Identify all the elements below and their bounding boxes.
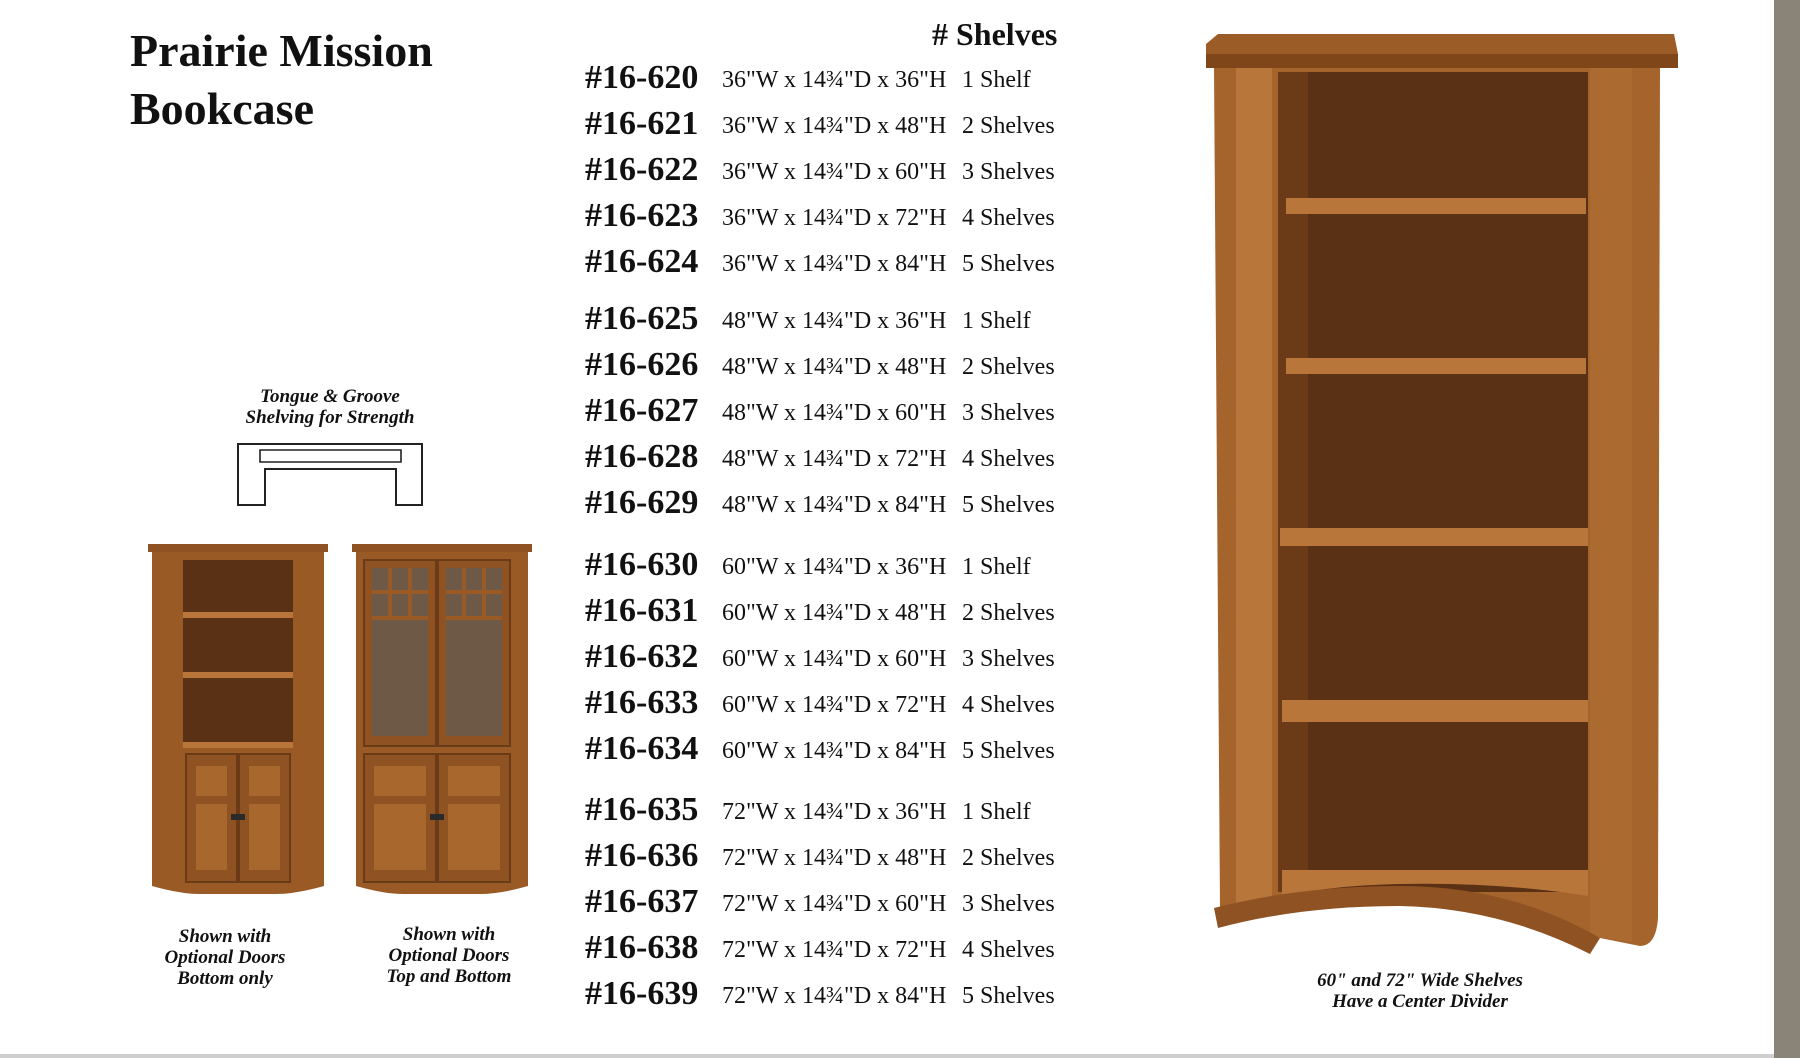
caption-line: Tongue & Groove [260,386,400,407]
left-side-panel [1236,68,1272,912]
caption-line: 60" and 72" Wide Shelves [1317,970,1523,991]
shelf-count: 2 Shelves [962,354,1055,380]
title-line-2: Bookcase [130,83,314,134]
model-number: #16-629 [585,484,699,521]
shelf-count: 4 Shelves [962,692,1055,718]
model-number: #16-630 [585,546,699,583]
bookcase-interior [183,560,293,746]
page-edge-strip [1774,0,1800,1058]
shelf-count: 5 Shelves [962,492,1055,518]
caption-line: Shown with [178,926,272,947]
page-title [130,22,433,138]
shelves-column-header: # Shelves [932,16,1058,52]
model-number: #16-626 [585,346,699,383]
caption-line: Shelving for Strength [245,407,415,428]
door-panel [374,804,426,870]
door-panel [448,766,500,796]
wide-shelves-caption [1300,970,1540,1012]
dimensions: 36"W x 14¾"D x 60"H [722,159,947,185]
shelf-count: 3 Shelves [962,646,1055,672]
shelf-count: 1 Shelf [962,799,1031,825]
dimensions: 60"W x 14¾"D x 60"H [722,646,947,672]
dimensions: 36"W x 14¾"D x 84"H [722,251,947,277]
shelf-profile-outline [238,444,422,505]
caption-line: Shown with [402,924,496,945]
shelf [183,742,293,748]
shelf-count: 2 Shelves [962,113,1055,139]
tongue-groove-caption [225,386,435,428]
bookcase-top-bottom-doors-photo [350,542,534,906]
shelf [1286,358,1586,374]
shelf [1282,700,1588,722]
model-number: #16-631 [585,592,699,629]
door-panel [196,804,227,870]
dimensions: 36"W x 14¾"D x 36"H [722,67,947,93]
dimensions: 72"W x 14¾"D x 72"H [722,937,947,963]
dimensions: 72"W x 14¾"D x 48"H [722,845,947,871]
caption-line: Optional Doors [164,947,286,968]
dimensions: 48"W x 14¾"D x 48"H [722,354,947,380]
door-handle [231,814,245,820]
caption-line: Have a Center Divider [1332,991,1508,1012]
model-number: #16-624 [585,243,699,280]
model-number: #16-623 [585,197,699,234]
dimensions: 48"W x 14¾"D x 72"H [722,446,947,472]
model-number: #16-632 [585,638,699,675]
shelf-count: 4 Shelves [962,937,1055,963]
shelf-count: 1 Shelf [962,67,1031,93]
model-number: #16-628 [585,438,699,475]
caption-line: Optional Doors [388,945,510,966]
right-side-panel [1590,68,1632,942]
dimensions: 36"W x 14¾"D x 48"H [722,113,947,139]
dimensions: 72"W x 14¾"D x 60"H [722,891,947,917]
model-number: #16-622 [585,151,699,188]
shelf [1280,528,1588,546]
door-panel [249,804,280,870]
model-number: #16-636 [585,837,699,874]
shelf-count: 4 Shelves [962,446,1055,472]
shelf-count: 5 Shelves [962,983,1055,1009]
dimensions: 72"W x 14¾"D x 84"H [722,983,947,1009]
dimensions: 60"W x 14¾"D x 48"H [722,600,947,626]
door-panel [249,766,280,796]
interior-shadow [1278,72,1308,892]
dimensions: 60"W x 14¾"D x 84"H [722,738,947,764]
model-number: #16-638 [585,929,699,966]
dimensions: 72"W x 14¾"D x 36"H [722,799,947,825]
bookcase-top-edge [1206,54,1678,68]
dimensions: 60"W x 14¾"D x 36"H [722,554,947,580]
bookcase-bottom-doors-photo [146,542,330,906]
shelf [183,612,293,618]
shelf-count: 1 Shelf [962,308,1031,334]
door-panel [374,766,426,796]
model-number: #16-625 [585,300,699,337]
caption-line: Bottom only [177,968,273,989]
shelf-count: 5 Shelves [962,251,1055,277]
model-number: #16-620 [585,59,699,96]
bottom-doors-caption [140,926,310,989]
large-bookcase-photo [1200,28,1680,958]
shelf-count: 1 Shelf [962,554,1031,580]
shelf-count: 3 Shelves [962,891,1055,917]
bookcase-top [352,544,532,552]
shelf-count: 4 Shelves [962,205,1055,231]
door-panel [448,804,500,870]
bookcase-interior [1278,72,1588,892]
bookcase-top [148,544,328,552]
shelf-count: 3 Shelves [962,159,1055,185]
model-number: #16-627 [585,392,699,429]
title-line-1: Prairie Mission [130,25,433,76]
model-number: #16-637 [585,883,699,920]
dimensions: 60"W x 14¾"D x 72"H [722,692,947,718]
dimensions: 48"W x 14¾"D x 36"H [722,308,947,334]
door-handle [430,814,444,820]
model-number: #16-639 [585,975,699,1012]
dimensions: 48"W x 14¾"D x 84"H [722,492,947,518]
model-number: #16-634 [585,730,699,767]
tongue-groove-diagram [236,442,426,508]
top-bottom-doors-caption [364,924,534,987]
shelf-count: 2 Shelves [962,600,1055,626]
door-panel [196,766,227,796]
shelf-count: 5 Shelves [962,738,1055,764]
model-number: #16-621 [585,105,699,142]
shelf-count: 3 Shelves [962,400,1055,426]
shelf [1286,198,1586,214]
dimensions: 36"W x 14¾"D x 72"H [722,205,947,231]
shelf [183,672,293,678]
model-number: #16-635 [585,791,699,828]
dimensions: 48"W x 14¾"D x 60"H [722,400,947,426]
shelf-count: 2 Shelves [962,845,1055,871]
bookcase-crown [1206,34,1678,54]
caption-line: Top and Bottom [386,966,512,987]
page-bottom-edge [0,1054,1774,1058]
model-number: #16-633 [585,684,699,721]
